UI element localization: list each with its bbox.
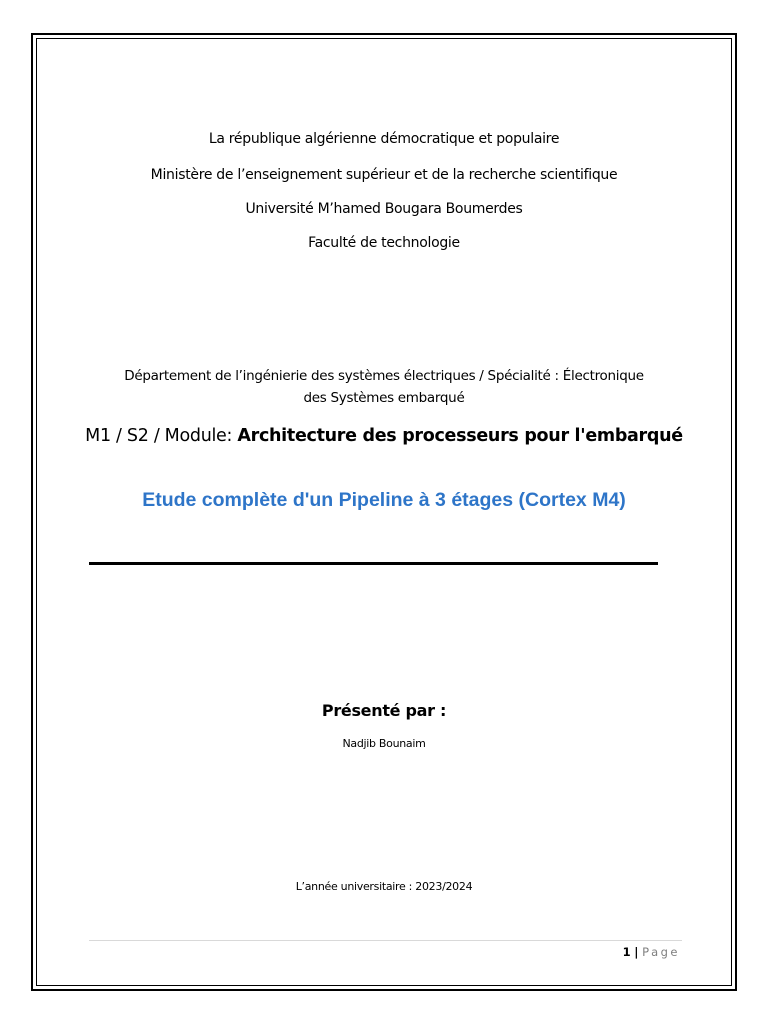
module-line xyxy=(0,426,768,446)
header-ministry: Ministère de l’enseignement supérieur et de la recherche scientifique xyxy=(150,167,618,183)
academic-year: L’année universitaire : 2023/2024 xyxy=(295,880,473,893)
page-word: Page xyxy=(642,945,680,959)
footer-separator: | xyxy=(634,945,639,959)
presented-by-label: Présenté par : xyxy=(321,701,447,720)
header-country: La république algérienne démocratique et populaire xyxy=(208,131,560,147)
title-underline xyxy=(89,562,658,565)
page-number: 1 xyxy=(622,945,631,959)
document-title: Etude complète d'un Pipeline à 3 étages (Cortex M4) xyxy=(142,489,626,511)
module-name: Architecture des processeurs pour l'embarqué xyxy=(237,426,683,446)
department-line-1: Département de l’ingénierie des systèmes électriques / Spécialité : Électronique xyxy=(124,368,644,384)
module-prefix: M1 / S2 / Module: xyxy=(85,426,238,446)
header-faculty: Faculté de technologie xyxy=(308,235,460,251)
author-name: Nadjib Bounaim xyxy=(342,737,426,750)
footer-divider xyxy=(89,940,682,941)
header-university: Université M’hamed Bougara Boumerdes xyxy=(245,201,523,217)
page-footer xyxy=(623,945,680,959)
department-line-2: des Systèmes embarqué xyxy=(303,390,465,406)
